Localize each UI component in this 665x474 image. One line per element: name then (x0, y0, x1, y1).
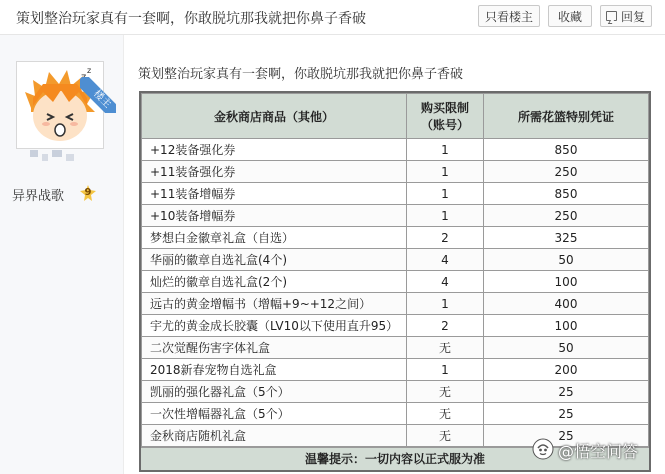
table-row (142, 205, 649, 227)
table-row (142, 381, 649, 403)
cell-voucher-cost: 100 (484, 315, 649, 337)
cell-item-name: +10装备增幅券 (142, 205, 407, 227)
cell-voucher-cost: 325 (484, 227, 649, 249)
reply-button-label: 回复 (620, 10, 645, 24)
table-row (142, 359, 649, 381)
shop-table (139, 91, 651, 472)
cell-purchase-limit: 1 (407, 161, 484, 183)
cell-purchase-limit: 1 (407, 293, 484, 315)
table-row (142, 315, 649, 337)
table-header-row (142, 94, 649, 139)
cell-item-name: +11装备强化券 (142, 161, 407, 183)
cell-purchase-limit: 无 (407, 381, 484, 403)
cell-item-name: 二次觉醒伤害字体礼盒 (142, 337, 407, 359)
cell-voucher-cost: 200 (484, 359, 649, 381)
cell-voucher-cost: 50 (484, 337, 649, 359)
cell-item-name: 凯丽的强化器礼盒（5个） (142, 381, 407, 403)
reply-button[interactable] (600, 5, 652, 27)
thread-header (0, 0, 665, 35)
table-row (142, 227, 649, 249)
cell-item-name: 远古的黄金增幅书（增幅+9~+12之间） (142, 293, 407, 315)
level-number: 9 (84, 187, 92, 198)
cell-item-name: +11装备增幅券 (142, 183, 407, 205)
cell-purchase-limit: 2 (407, 315, 484, 337)
cell-purchase-limit: 1 (407, 205, 484, 227)
cell-purchase-limit: 无 (407, 337, 484, 359)
cell-voucher-cost: 25 (484, 403, 649, 425)
cell-item-name: 2018新春宠物自选礼盒 (142, 359, 407, 381)
rank-title: 异界战歌 (12, 189, 65, 204)
cell-item-name: 一次性增幅器礼盒（5个） (142, 403, 407, 425)
svg-text:z: z (87, 66, 92, 75)
cell-voucher-cost: 100 (484, 271, 649, 293)
table-row (142, 139, 649, 161)
column-header-limit: 购买限制（账号） (407, 94, 484, 139)
table-row (142, 271, 649, 293)
cell-voucher-cost: 850 (484, 183, 649, 205)
cell-voucher-cost: 50 (484, 249, 649, 271)
cell-voucher-cost: 25 (484, 381, 649, 403)
cell-purchase-limit: 4 (407, 271, 484, 293)
cell-purchase-limit: 2 (407, 227, 484, 249)
cell-purchase-limit: 1 (407, 139, 484, 161)
table-row (142, 161, 649, 183)
table-row (142, 337, 649, 359)
table-row (142, 183, 649, 205)
wukong-logo-icon (532, 438, 554, 460)
cell-voucher-cost: 25 (484, 425, 649, 447)
cell-voucher-cost: 250 (484, 205, 649, 227)
cell-item-name: 华丽的徽章自选礼盒(4个) (142, 249, 407, 271)
cell-purchase-limit: 无 (407, 425, 484, 447)
cell-purchase-limit: 1 (407, 359, 484, 381)
username-blurred[interactable] (30, 148, 80, 164)
op-badge-label: 楼主 (80, 77, 116, 113)
only-op-button[interactable]: 只看楼主 (478, 5, 540, 27)
reply-icon (606, 11, 617, 21)
level-badge (80, 185, 96, 201)
column-header-cost: 所需花篮特别凭证 (484, 94, 649, 139)
favorite-button[interactable]: 收藏 (548, 5, 592, 27)
post-body-text: 策划整治玩家真有一套啊，你敢脱坑那我就把你鼻子香破 (138, 67, 464, 82)
column-header-item: 金秋商店商品（其他） (142, 94, 407, 139)
op-badge (80, 77, 116, 113)
table-footer-note: 温馨提示：一切内容以正式服为准 (141, 447, 649, 470)
cell-voucher-cost: 400 (484, 293, 649, 315)
author-sidebar (0, 35, 124, 474)
table-body (142, 139, 649, 447)
cell-voucher-cost: 250 (484, 161, 649, 183)
cell-purchase-limit: 1 (407, 183, 484, 205)
cell-item-name: +12装备强化券 (142, 139, 407, 161)
table-row (142, 293, 649, 315)
cell-item-name: 灿烂的徽章自选礼盒(2个) (142, 271, 407, 293)
table-row (142, 403, 649, 425)
cell-purchase-limit: 4 (407, 249, 484, 271)
watermark-text: @悟空问答 (558, 442, 639, 461)
cell-voucher-cost: 850 (484, 139, 649, 161)
cell-item-name: 宇尤的黄金成长胶囊（LV10以下使用直升95） (142, 315, 407, 337)
table-row (142, 249, 649, 271)
cell-item-name: 金秋商店随机礼盒 (142, 425, 407, 447)
cell-item-name: 梦想白金徽章礼盒（自选） (142, 227, 407, 249)
thread-title: 策划整治玩家真有一套啊，你敢脱坑那我就把你鼻子香破 (16, 11, 366, 27)
cell-purchase-limit: 无 (407, 403, 484, 425)
